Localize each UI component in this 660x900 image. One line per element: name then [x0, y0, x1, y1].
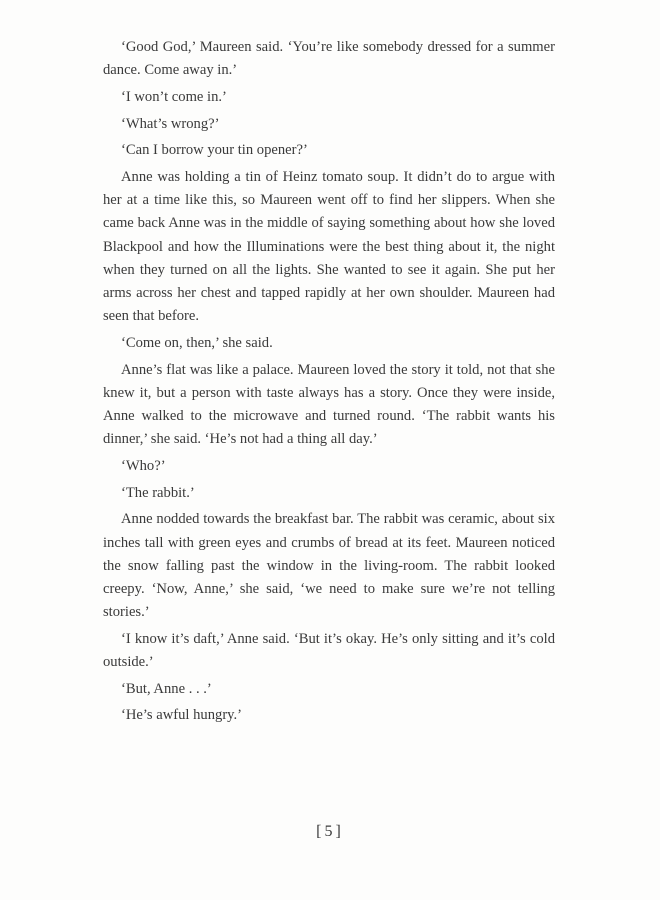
- paragraph: ‘What’s wrong?’: [121, 115, 220, 132]
- paragraph: ‘He’s awful hungry.’: [121, 707, 243, 724]
- paragraph: ‘The rabbit.’: [121, 484, 195, 501]
- paragraph: ‘Who?’: [121, 457, 166, 474]
- paragraph: ‘Good God,’ Maureen said. ‘You’re like somebody dressed for a summer dance. Come away in.’: [103, 39, 555, 79]
- body-text: [103, 36, 555, 731]
- page-number: [5]: [316, 823, 344, 840]
- paragraph: ‘Can I borrow your tin opener?’: [121, 142, 308, 159]
- paragraph: ‘I know it’s daft,’ Anne said. ‘But it’s okay. He’s only sitting and it’s cold outside.’: [103, 630, 555, 671]
- paragraph: ‘Come on, then,’ she said.: [121, 334, 273, 351]
- paragraph: Anne nodded towards the breakfast bar. The rabbit was ceramic, about six inches tall with green eyes and crumbs of bread at its feet. Maureen noticed the snow falling past the window in the living-room. The rabbit looked creepy. ‘Now, Anne,’ she said, ‘we need to make sure we’re not telling stories.’: [103, 511, 555, 621]
- paragraph: ‘I won’t come in.’: [121, 88, 227, 105]
- paragraph: Anne’s flat was like a palace. Maureen loved the story it told, not that she knew it, but a person with taste always has a story. Once they were inside, Anne walked to the microwave and turned round. ‘The rabbit wants his dinner,’ she said. ‘He’s not had a thing all day.’: [103, 361, 555, 448]
- paragraph: Anne was holding a tin of Heinz tomato soup. It didn’t do to argue with her at a time like this, so Maureen went off to find her slippers. When she came back Anne was in the middle of saying something about how she loved Blackpool and how the Illuminations were the best thing about it, the night when they turned on all the lights. She wanted to see it again. She put her arms across her chest and tapped rapidly at her own shoulder. Maureen had seen that before.: [103, 169, 555, 325]
- paragraph: ‘But, Anne . . .’: [121, 680, 212, 697]
